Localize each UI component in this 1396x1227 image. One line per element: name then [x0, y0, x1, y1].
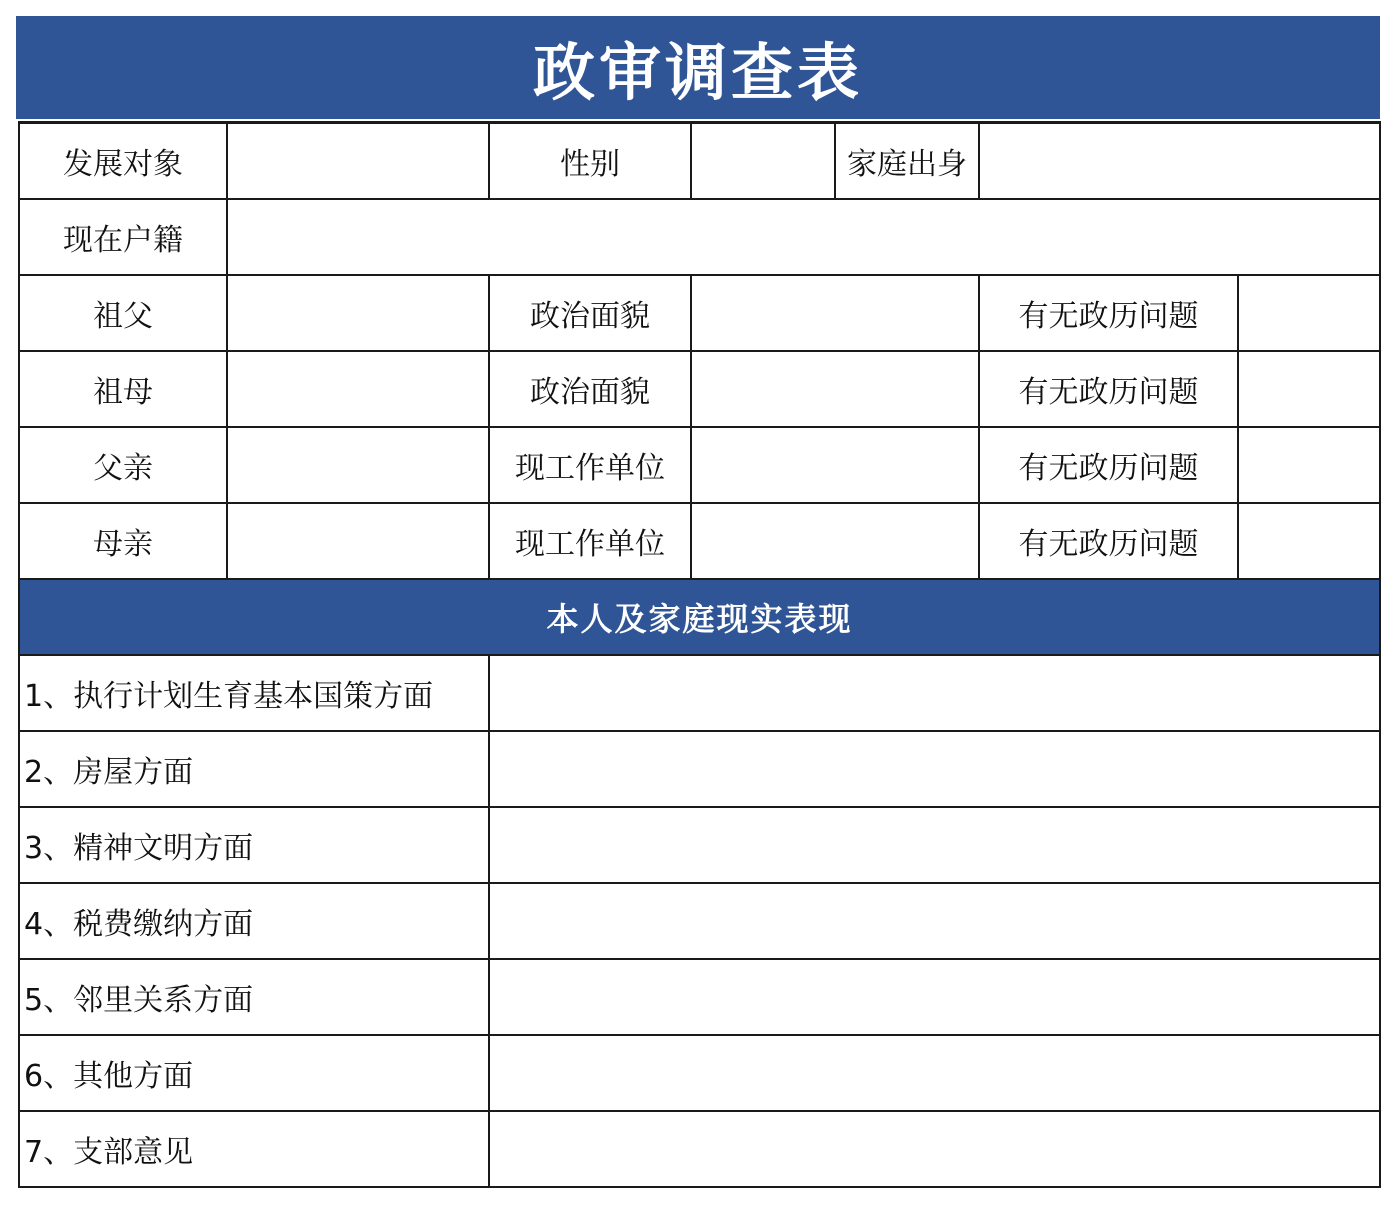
row-section-header [19, 579, 1380, 655]
grandmother-label: 祖母 [19, 351, 227, 427]
gender-value-cell[interactable] [691, 123, 835, 200]
page-title: 政审调查表 [532, 36, 863, 109]
aspect-row [19, 1111, 1380, 1187]
row-grandfather [19, 275, 1380, 351]
section-title: 本人及家庭现实表现 [19, 579, 1380, 655]
father-work-unit-label: 现工作单位 [489, 427, 691, 503]
grandfather-name-cell[interactable] [227, 275, 489, 351]
mother-label: 母亲 [19, 503, 227, 579]
mother-work-unit-cell[interactable] [691, 503, 979, 579]
aspect-label: 4、税费缴纳方面 [19, 883, 489, 959]
aspect-label: 1、执行计划生育基本国策方面 [19, 655, 489, 731]
subject-label: 发展对象 [19, 123, 227, 200]
family-origin-value-cell[interactable] [979, 123, 1380, 200]
family-origin-label: 家庭出身 [835, 123, 979, 200]
grandmother-political-status-cell[interactable] [691, 351, 979, 427]
grandfather-political-history-cell[interactable] [1238, 275, 1380, 351]
aspect-label: 3、精神文明方面 [19, 807, 489, 883]
grandmother-political-status-label: 政治面貌 [489, 351, 691, 427]
father-political-history-label: 有无政历问题 [979, 427, 1238, 503]
mother-work-unit-label: 现工作单位 [489, 503, 691, 579]
grandmother-political-history-label: 有无政历问题 [979, 351, 1238, 427]
aspect-value-cell[interactable] [489, 731, 1380, 807]
father-label: 父亲 [19, 427, 227, 503]
aspect-label: 7、支部意见 [19, 1111, 489, 1187]
aspect-row [19, 807, 1380, 883]
aspect-row [19, 883, 1380, 959]
mother-name-cell[interactable] [227, 503, 489, 579]
household-value-cell[interactable] [227, 199, 1380, 275]
grandfather-political-status-label: 政治面貌 [489, 275, 691, 351]
father-name-cell[interactable] [227, 427, 489, 503]
aspect-value-cell[interactable] [489, 1035, 1380, 1111]
grandmother-name-cell[interactable] [227, 351, 489, 427]
father-work-unit-cell[interactable] [691, 427, 979, 503]
aspect-value-cell[interactable] [489, 655, 1380, 731]
grandmother-political-history-cell[interactable] [1238, 351, 1380, 427]
aspect-label: 5、邻里关系方面 [19, 959, 489, 1035]
gender-label: 性别 [489, 123, 691, 200]
aspect-row [19, 731, 1380, 807]
mother-political-history-label: 有无政历问题 [979, 503, 1238, 579]
aspect-label: 6、其他方面 [19, 1035, 489, 1111]
row-grandmother [19, 351, 1380, 427]
row-household [19, 199, 1380, 275]
mother-political-history-cell[interactable] [1238, 503, 1380, 579]
row-mother [19, 503, 1380, 579]
aspect-value-cell[interactable] [489, 807, 1380, 883]
aspect-value-cell[interactable] [489, 1111, 1380, 1187]
row-father [19, 427, 1380, 503]
household-label: 现在户籍 [19, 199, 227, 275]
survey-form-table [18, 121, 1381, 1188]
grandfather-political-history-label: 有无政历问题 [979, 275, 1238, 351]
aspect-row [19, 959, 1380, 1035]
aspect-label: 2、房屋方面 [19, 731, 489, 807]
aspect-row [19, 655, 1380, 731]
title-bar [16, 16, 1380, 119]
subject-value-cell[interactable] [227, 123, 489, 200]
aspect-row [19, 1035, 1380, 1111]
grandfather-label: 祖父 [19, 275, 227, 351]
aspect-value-cell[interactable] [489, 959, 1380, 1035]
father-political-history-cell[interactable] [1238, 427, 1380, 503]
row-basic-info [19, 123, 1380, 200]
aspect-value-cell[interactable] [489, 883, 1380, 959]
grandfather-political-status-cell[interactable] [691, 275, 979, 351]
